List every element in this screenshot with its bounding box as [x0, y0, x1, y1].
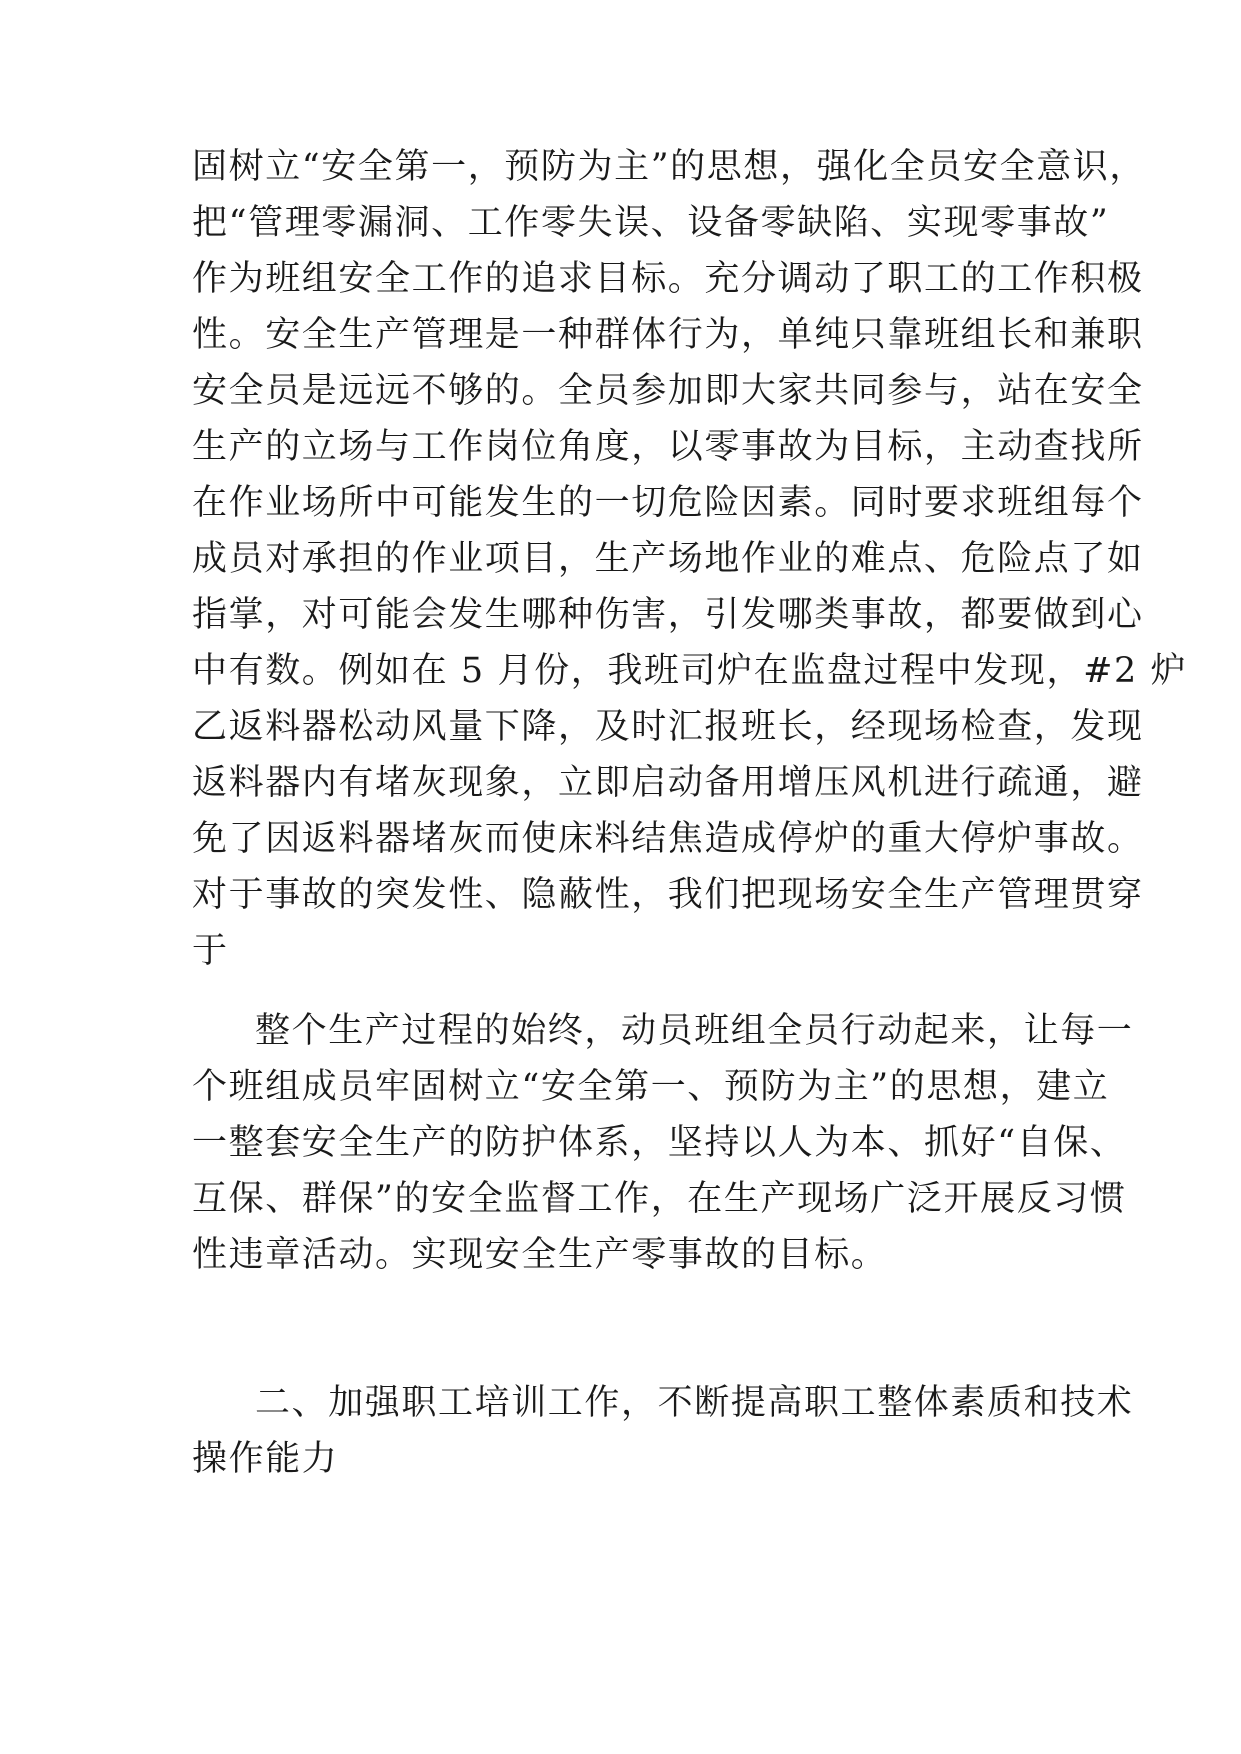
- paragraph-2-line-5: 性违章活动。实现安全生产零事故的目标。: [192, 1235, 888, 1275]
- paragraph-1-line-15: 于: [192, 931, 229, 971]
- paragraph-1-line-13: 免了因返料器堵灰而使床料结焦造成停炉的重大停炉事故。: [192, 819, 1144, 859]
- paragraph-1-line-6: 生产的立场与工作岗位角度，以零事故为目标，主动查找所: [192, 427, 1144, 467]
- paragraph-2-line-4: 互保、群保”的安全监督工作，在生产现场广泛开展反习惯: [192, 1179, 1127, 1219]
- paragraph-1-line-11: 乙返料器松动风量下降，及时汇报班长，经现场检查，发现: [192, 707, 1144, 747]
- paragraph-2-line-3: 一整套安全生产的防护体系，坚持以人为本、抓好“自保、: [192, 1123, 1127, 1163]
- section-heading-line-2: 操作能力: [192, 1439, 339, 1479]
- paragraph-1-line-7: 在作业场所中可能发生的一切危险因素。同时要求班组每个: [192, 483, 1144, 523]
- paragraph-1-line-12: 返料器内有堵灰现象，立即启动备用增压风机进行疏通，避: [192, 763, 1144, 803]
- paragraph-1-line-1: 固树立“安全第一，预防为主”的思想，强化全员安全意识，: [192, 147, 1146, 187]
- paragraph-1-line-3: 作为班组安全工作的追求目标。充分调动了职工的工作积极: [192, 259, 1144, 299]
- section-heading-line-1: 二、加强职工培训工作，不断提高职工整体素质和技术: [255, 1383, 1134, 1423]
- paragraph-2-line-2: 个班组成员牢固树立“安全第一、预防为主”的思想，建立: [192, 1067, 1110, 1107]
- paragraph-1-line-9: 指掌，对可能会发生哪种伤害，引发哪类事故，都要做到心: [192, 595, 1144, 635]
- paragraph-1-line-8: 成员对承担的作业项目，生产场地作业的难点、危险点了如: [192, 539, 1144, 579]
- paragraph-1-line-14: 对于事故的突发性、隐蔽性，我们把现场安全生产管理贯穿: [192, 875, 1144, 915]
- paragraph-1-line-4: 性。安全生产管理是一种群体行为，单纯只靠班组长和兼职: [192, 315, 1144, 355]
- paragraph-1-line-2: 把“管理零漏洞、工作零失误、设备零缺陷、实现零事故”: [192, 203, 1110, 243]
- paragraph-2-line-1: 整个生产过程的始终，动员班组全员行动起来，让每一: [255, 1011, 1134, 1051]
- paragraph-1-line-5: 安全员是远远不够的。全员参加即大家共同参与，站在安全: [192, 371, 1144, 411]
- paragraph-1-line-10: 中有数。例如在 5 月份，我班司炉在监盘过程中发现，#2 炉: [192, 651, 1188, 691]
